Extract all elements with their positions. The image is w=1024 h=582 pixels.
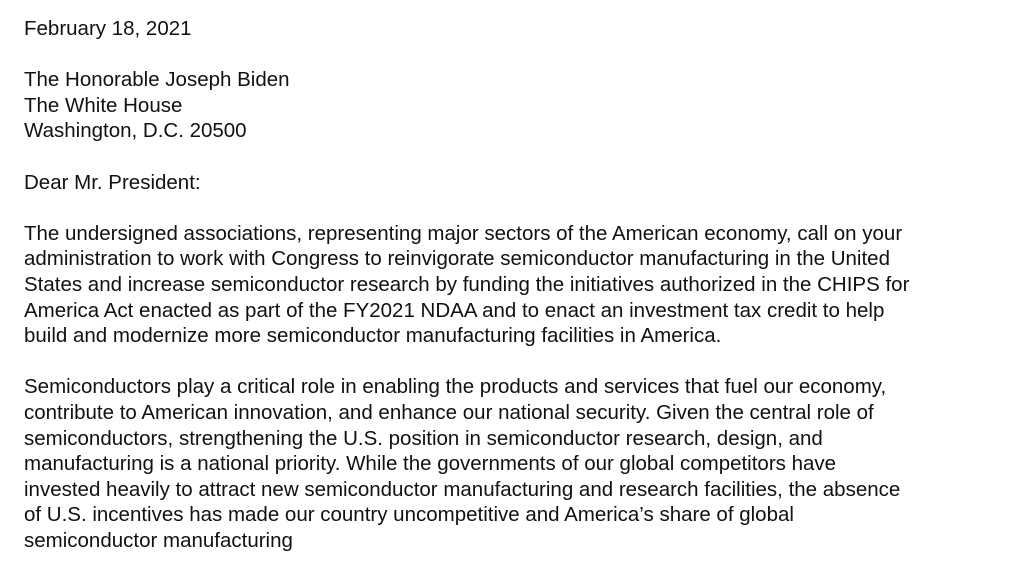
- paragraph-2: [24, 374, 1014, 553]
- recipient-address: [24, 67, 1014, 144]
- letter-document: [24, 16, 1014, 579]
- paragraph-line: States and increase semiconductor research by funding the initiatives authorized in the CHIPS for: [24, 272, 910, 296]
- salutation: Dear Mr. President:: [24, 170, 201, 194]
- paragraph-line: build and modernize more semiconductor manufacturing facilities in America.: [24, 324, 722, 348]
- paragraph-line: Semiconductors play a critical role in enabling the products and services that fuel our economy,: [24, 375, 887, 399]
- letter-date: February 18, 2021: [24, 17, 192, 40]
- paragraph-1: [24, 221, 1014, 349]
- recipient-city: Washington, D.C. 20500: [24, 119, 247, 143]
- paragraph-line: The undersigned associations, representing major sectors of the American economy, call on your: [24, 221, 903, 245]
- paragraph-line: of U.S. incentives has made our country uncompetitive and America’s share of global: [24, 503, 794, 527]
- paragraph-line: administration to work with Congress to reinvigorate semiconductor manufacturing in the United: [24, 247, 890, 271]
- paragraph-line: semiconductors, strengthening the U.S. position in semiconductor research, design, and: [24, 426, 823, 450]
- recipient-name: The Honorable Joseph Biden: [24, 68, 290, 92]
- paragraph-line: semiconductor manufacturing: [24, 528, 293, 552]
- salutation-block: [24, 170, 1014, 196]
- paragraph-line: America Act enacted as part of the FY2021 NDAA and to enact an investment tax credit to help: [24, 298, 885, 322]
- paragraph-line: manufacturing is a national priority. While the governments of our global competitors have: [24, 452, 837, 476]
- paragraph-line: invested heavily to attract new semiconductor manufacturing and research facilities, the absence: [24, 477, 901, 501]
- recipient-office: The White House: [24, 93, 183, 117]
- paragraph-line: contribute to American innovation, and enhance our national security. Given the central role of: [24, 400, 874, 424]
- letter-date-block: [24, 16, 1014, 42]
